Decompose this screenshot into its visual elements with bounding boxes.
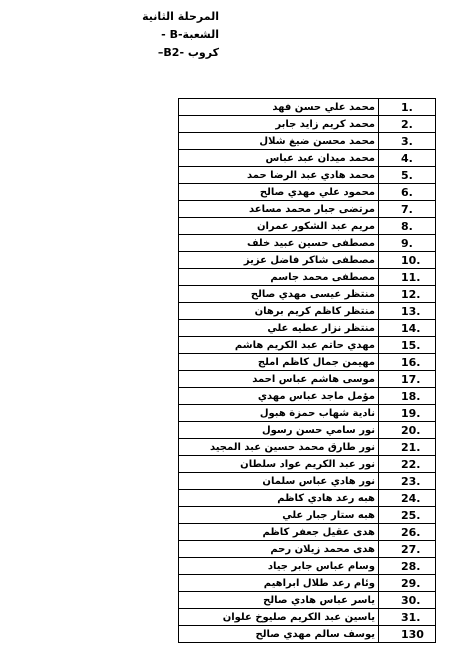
row-number-cell: 23. [379,473,436,490]
document-header [142,8,219,62]
student-name-cell: موسى هاشم عباس احمد [179,371,379,388]
student-name-cell: نور عبد الكريم عواد سلطان [179,456,379,473]
student-name-cell: يوسف سالم مهدي صالح [179,626,379,643]
student-name-cell: وسام عباس جابر جياد [179,558,379,575]
table-row [179,235,436,252]
row-number-cell: 8. [379,218,436,235]
student-roster-body [179,99,436,643]
student-name-cell: نادية شهاب حمزة هبول [179,405,379,422]
group-label: كروب -B2– [157,46,219,59]
student-name-cell: مؤمل ماجد عباس مهدي [179,388,379,405]
row-number-cell: 12. [379,286,436,303]
table-row [179,626,436,643]
student-name-cell: منتظر نزار عطيه علي [179,320,379,337]
table-row [179,439,436,456]
table-row [179,405,436,422]
row-number-cell: 15. [379,337,436,354]
row-number-cell: 6. [379,184,436,201]
table-row [179,575,436,592]
table-row [179,218,436,235]
table-row [179,456,436,473]
student-name-cell: محمد هادي عبد الرضا حمد [179,167,379,184]
row-number-cell: 7. [379,201,436,218]
row-number-cell: 17. [379,371,436,388]
table-row [179,99,436,116]
table-row [179,507,436,524]
table-row [179,490,436,507]
table-row [179,184,436,201]
table-row [179,558,436,575]
row-number-cell: 25. [379,507,436,524]
row-number-cell: 22. [379,456,436,473]
student-name-cell: مصطفى شاكر فاضل عزيز [179,252,379,269]
student-name-cell: هدى عقيل جعفر كاظم [179,524,379,541]
row-number-cell: 2. [379,116,436,133]
row-number-cell: 9. [379,235,436,252]
row-number-cell: 29. [379,575,436,592]
row-number-cell: 26. [379,524,436,541]
row-number-cell: 14. [379,320,436,337]
row-number-cell: 31. [379,609,436,626]
row-number-cell: 1. [379,99,436,116]
section-label: الشعبة-B - [161,28,219,41]
row-number-cell: 20. [379,422,436,439]
row-number-cell: 10. [379,252,436,269]
table-row [179,286,436,303]
student-name-cell: هبه ستار جبار علي [179,507,379,524]
student-name-cell: ياسين عبد الكريم صليوخ علوان [179,609,379,626]
row-number-cell: 11. [379,269,436,286]
table-row [179,133,436,150]
table-row [179,201,436,218]
student-roster-table [178,98,436,643]
row-number-cell: 27. [379,541,436,558]
student-name-cell: منتظر كاظم كريم برهان [179,303,379,320]
student-name-cell: هبه رعد هادي كاظم [179,490,379,507]
student-name-cell: محمد كريم زايد جابر [179,116,379,133]
table-row [179,337,436,354]
row-number-cell: 5. [379,167,436,184]
student-name-cell: نور سامي حسن رسول [179,422,379,439]
table-row [179,354,436,371]
table-row [179,116,436,133]
student-name-cell: مرتضى جبار محمد مساعد [179,201,379,218]
table-row [179,473,436,490]
student-name-cell: هدى محمد زيلان رحم [179,541,379,558]
row-number-cell: 21. [379,439,436,456]
table-row [179,524,436,541]
table-row [179,269,436,286]
row-number-cell: 30. [379,592,436,609]
table-row [179,541,436,558]
table-row [179,150,436,167]
table-row [179,371,436,388]
row-number-cell: 4. [379,150,436,167]
student-name-cell: نور هادي عباس سلمان [179,473,379,490]
student-name-cell: محمد علي حسن فهد [179,99,379,116]
table-row [179,422,436,439]
table-row [179,252,436,269]
table-row [179,167,436,184]
row-number-cell: 18. [379,388,436,405]
row-number-cell: 28. [379,558,436,575]
student-name-cell: محمود علي مهدي صالح [179,184,379,201]
row-number-cell: 24. [379,490,436,507]
student-name-cell: محمد محسن ضيغ شلال [179,133,379,150]
student-name-cell: مريم عبد الشكور عمران [179,218,379,235]
student-name-cell: ياسر عباس هادي صالح [179,592,379,609]
table-row [179,320,436,337]
student-name-cell: مهيمن جمال كاظم املج [179,354,379,371]
student-name-cell: محمد ميدان عبد عباس [179,150,379,167]
table-row [179,592,436,609]
student-name-cell: منتظر عيسى مهدي صالح [179,286,379,303]
row-number-cell: 13. [379,303,436,320]
table-row [179,303,436,320]
table-row [179,609,436,626]
student-name-cell: مصطفى حسين عبيد خلف [179,235,379,252]
table-row [179,388,436,405]
student-name-cell: نور طارق محمد حسين عبد المجيد [179,439,379,456]
student-name-cell: مصطفى محمد جاسم [179,269,379,286]
row-number-cell: 16. [379,354,436,371]
student-name-cell: وئام رعد طلال ابراهيم [179,575,379,592]
row-number-cell: 3. [379,133,436,150]
stage-label: المرحلة الثانية [142,10,219,23]
row-number-cell: 130 [379,626,436,643]
row-number-cell: 19. [379,405,436,422]
student-name-cell: مهدي حاتم عبد الكريم هاشم [179,337,379,354]
